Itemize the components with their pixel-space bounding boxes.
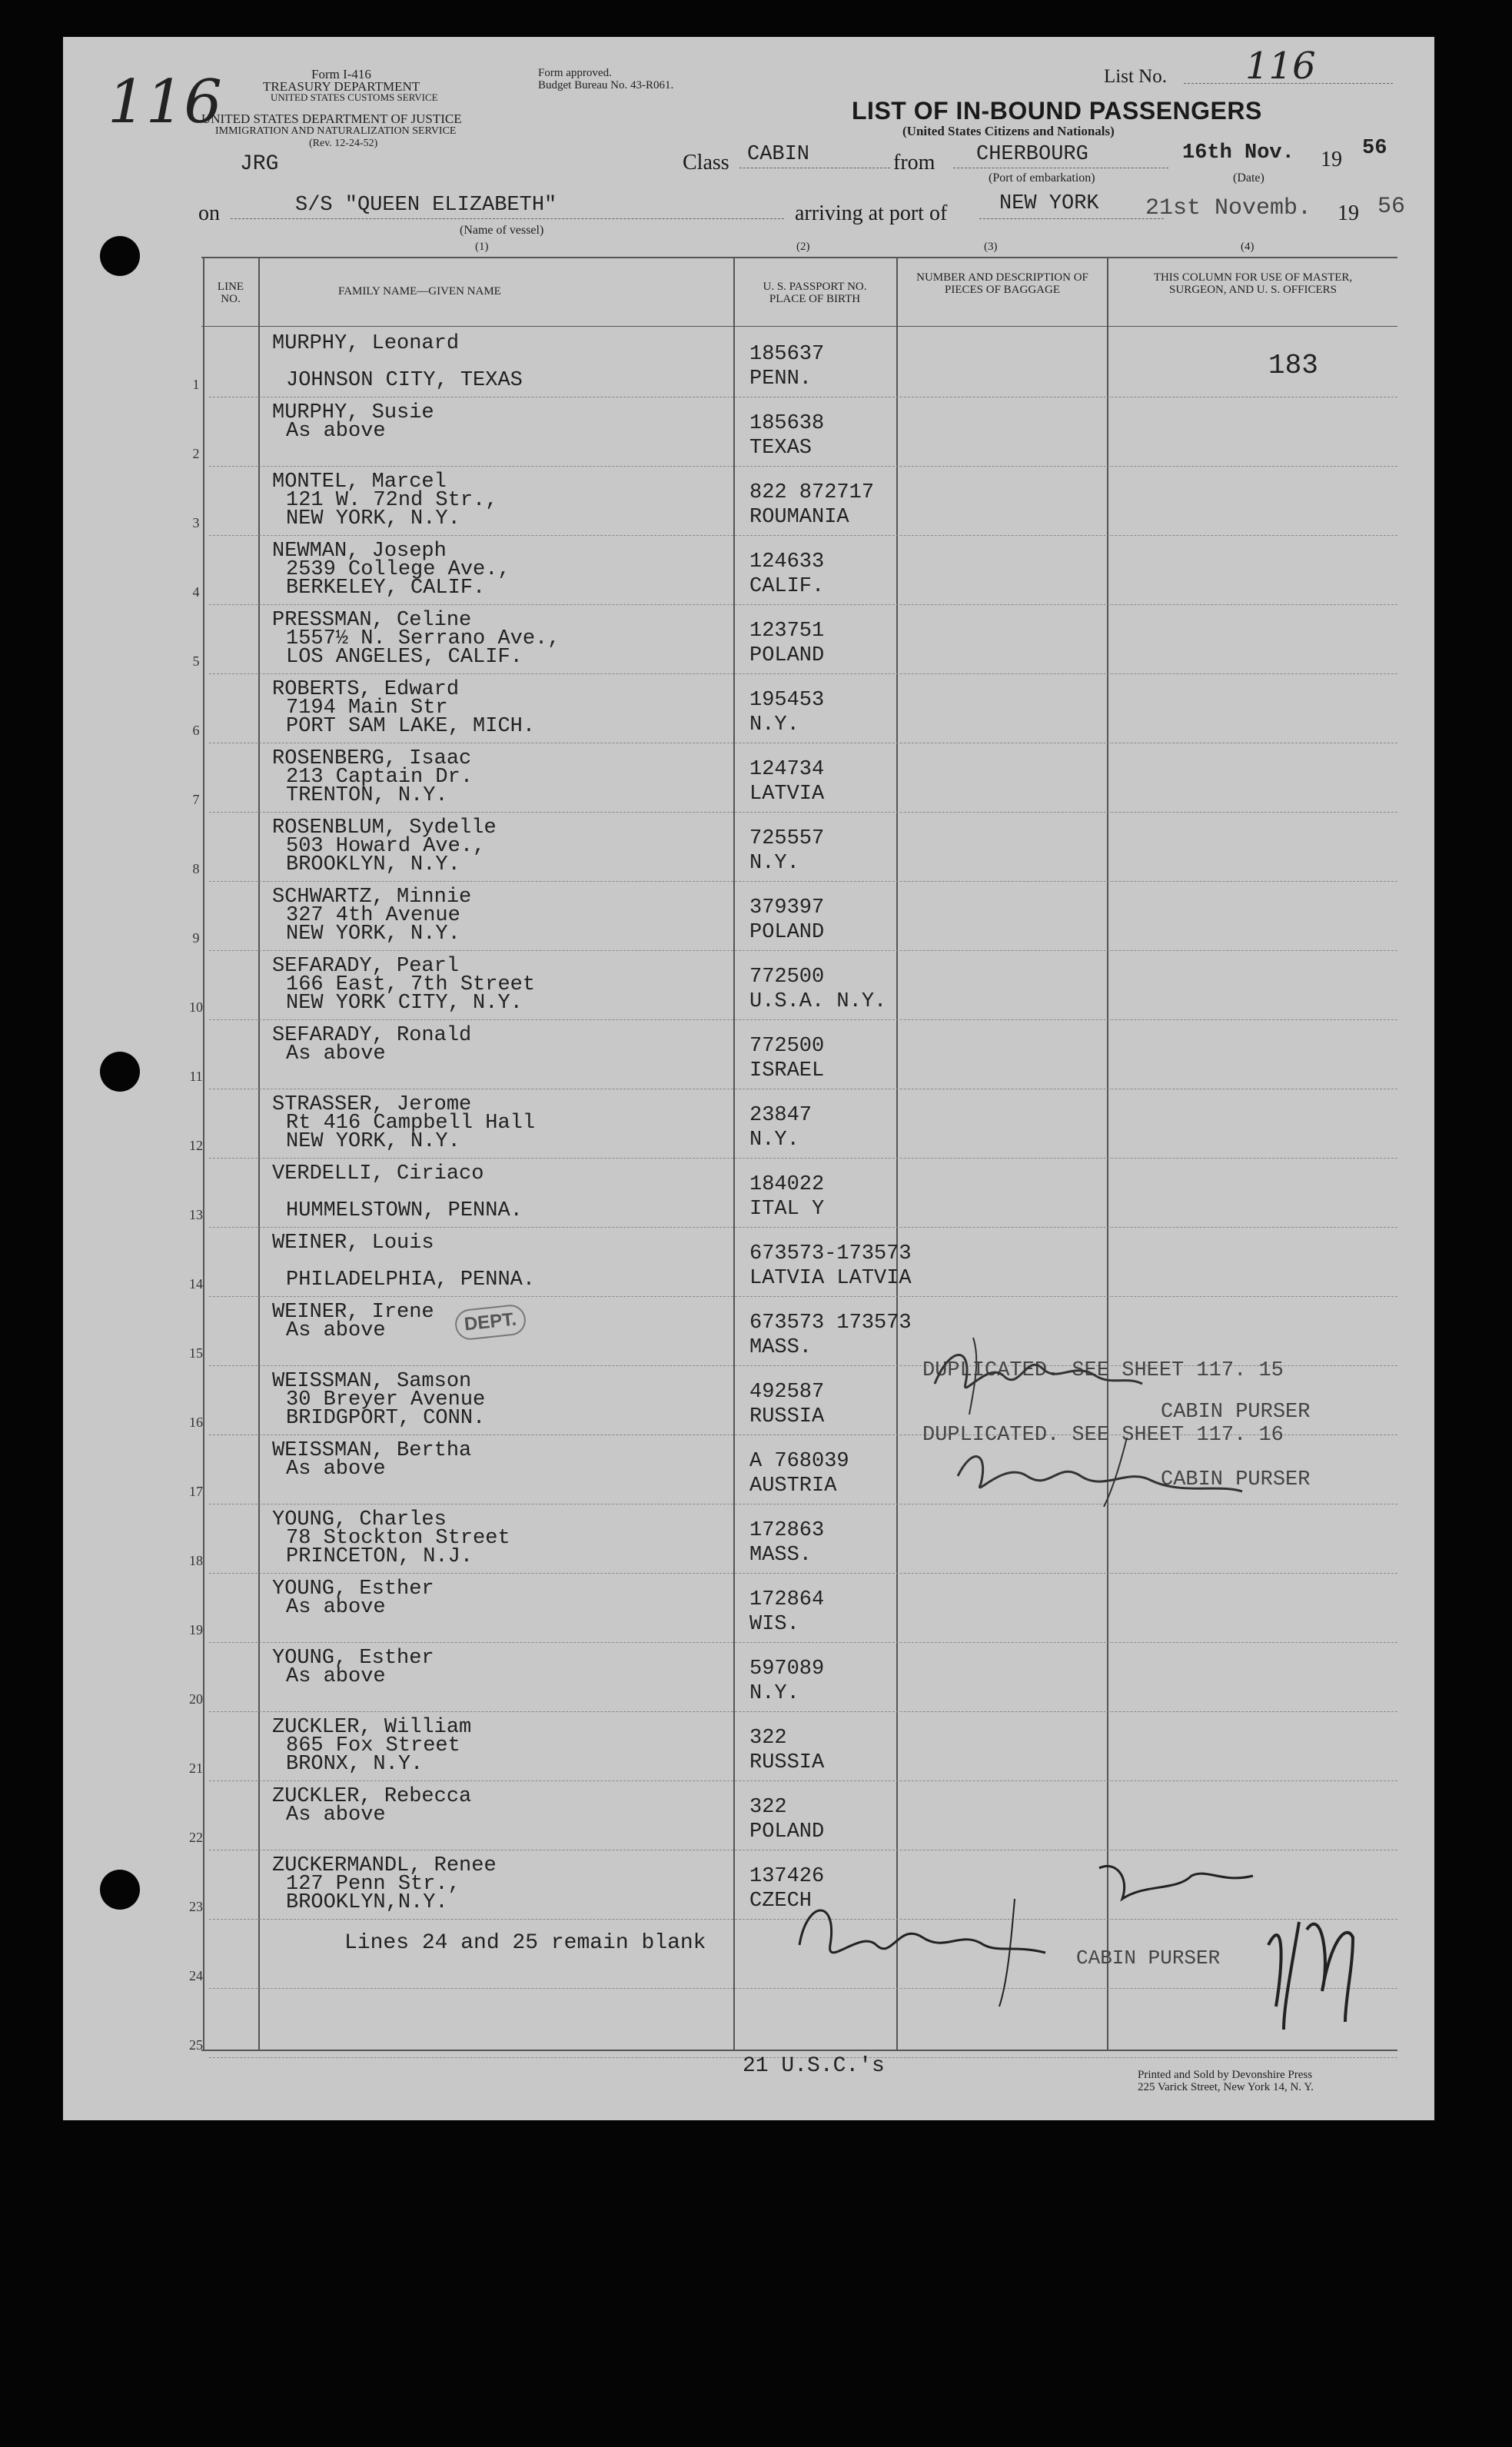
- passenger-name: ROSENBLUM, Sydelle: [272, 816, 497, 839]
- vessel-underline: [231, 218, 784, 220]
- passport-birthplace: [749, 1451, 849, 1501]
- line-number: 5: [192, 653, 200, 669]
- passenger-address-line: 7194 Main Str: [286, 697, 448, 720]
- table-row: [192, 604, 1397, 674]
- passenger-name-address: [272, 1162, 523, 1222]
- passenger-address-line: LOS ANGELES, CALIF.: [286, 646, 523, 669]
- passenger-name-address: [272, 747, 474, 807]
- passenger-name: VERDELLI, Ciriaco: [272, 1162, 484, 1185]
- table-row: [192, 673, 1397, 743]
- col-num-4: (4): [1241, 241, 1254, 253]
- header-line-no: LINE NO.: [217, 281, 244, 305]
- place-of-birth: LATVIA LATVIA: [749, 1267, 912, 1290]
- place-of-birth: CZECH: [749, 1890, 812, 1913]
- place-of-birth: U.S.A. N.Y.: [749, 990, 887, 1013]
- arrival-date: 21st Novemb.: [1145, 195, 1312, 221]
- date-caption: (Date): [1233, 171, 1264, 185]
- line-number: 24: [189, 1968, 203, 1983]
- passport-number: 597089: [749, 1657, 825, 1681]
- passport-birthplace: [749, 1659, 824, 1708]
- passenger-name: YOUNG, Esther: [272, 1578, 434, 1601]
- duplicated-note-1: DUPLICATED. SEE SHEET 117. 15: [922, 1359, 1284, 1382]
- passenger-name: YOUNG, Esther: [272, 1647, 434, 1670]
- passenger-name-address: [272, 332, 523, 392]
- passenger-name: ROSENBERG, Isaac: [272, 747, 472, 770]
- passenger-name: WEISSMAN, Bertha: [272, 1439, 472, 1462]
- passenger-address-line: PORT SAM LAKE, MICH.: [286, 715, 536, 738]
- passenger-name: ROBERTS, Edward: [272, 678, 460, 701]
- table-row: [189, 1711, 1397, 1781]
- passenger-address-line: [272, 2013, 286, 2031]
- passport-number: 124633: [749, 550, 825, 574]
- punch-hole-top: [100, 236, 140, 276]
- passenger-address-line: PHILADELPHIA, PENNA.: [286, 1268, 536, 1292]
- passport-birthplace: [749, 1382, 824, 1431]
- line-number: 15: [189, 1345, 203, 1361]
- passport-birthplace: [749, 1797, 824, 1847]
- passenger-address-line: As above: [286, 1596, 386, 1619]
- passenger-name-address: [272, 816, 497, 876]
- duplicated-note-1-sig: CABIN PURSER: [1161, 1401, 1311, 1424]
- passenger-address-line: JOHNSON CITY, TEXAS: [286, 369, 523, 392]
- passport-birthplace: [749, 344, 824, 394]
- header-baggage: NUMBER AND DESCRIPTION OF PIECES OF BAGGAGE: [916, 271, 1088, 296]
- passport-number: 673573-173573: [749, 1242, 912, 1265]
- table-row: [192, 881, 1397, 951]
- passenger-address-line: BRIDGPORT, CONN.: [286, 1407, 486, 1430]
- line-number: 2: [192, 446, 200, 461]
- passenger-address-line: PRINCETON, N.J.: [286, 1545, 474, 1568]
- line-number: 10: [189, 999, 203, 1015]
- passenger-name-address: [272, 678, 536, 738]
- passenger-name-address: [272, 1441, 471, 1496]
- class-label: Class: [683, 151, 729, 175]
- col-num-1: (1): [475, 241, 489, 253]
- passport-number: 322: [749, 1796, 787, 1819]
- line-number: 6: [192, 723, 200, 738]
- passport-number: 772500: [749, 1035, 825, 1058]
- passport-number: 322: [749, 1727, 787, 1750]
- punch-hole-middle: [100, 1052, 140, 1092]
- table-top-border: [201, 257, 1397, 258]
- line-number: 4: [192, 584, 200, 600]
- passport-number: 172864: [749, 1588, 825, 1611]
- line-number: 3: [192, 515, 200, 530]
- place-of-birth: N.Y.: [749, 1682, 799, 1705]
- passenger-name: SEFARADY, Pearl: [272, 955, 460, 978]
- table-row: [192, 812, 1397, 882]
- departure-date: 16th Nov.: [1182, 141, 1294, 165]
- form-approved: Form approved.: [538, 67, 612, 79]
- passport-birthplace: [749, 1105, 812, 1155]
- line-number: 17: [189, 1484, 203, 1499]
- passenger-name-address: [272, 1026, 471, 1081]
- header-bottom-border: [201, 326, 1397, 327]
- col-num-2: (2): [796, 241, 810, 253]
- passenger-address-line: [272, 2031, 286, 2050]
- passport-birthplace: [749, 760, 824, 809]
- place-of-birth: MASS.: [749, 1336, 812, 1359]
- passenger-name: MURPHY, Leonard: [272, 332, 460, 355]
- cabin-purser-label: CABIN PURSER: [1076, 1947, 1221, 1970]
- embark-caption: (Port of embarkation): [989, 171, 1095, 185]
- passenger-name-address: [272, 1232, 536, 1292]
- class-value: CABIN: [747, 143, 810, 166]
- passenger-address-line: Rt 416 Campbell Hall: [286, 1112, 536, 1135]
- duplicated-note-2: DUPLICATED. SEE SHEET 117. 16: [922, 1424, 1284, 1447]
- place-of-birth: LATVIA: [749, 783, 825, 806]
- printer-line-1: Printed and Sold by Devonshire Press: [1138, 2069, 1313, 2081]
- passenger-name: ZUCKERMANDL, Renee: [272, 1854, 497, 1877]
- line-number: 21: [189, 1760, 203, 1776]
- passport-number: 124734: [749, 758, 825, 781]
- place-of-birth: ROUMANIA: [749, 506, 849, 529]
- line-number: 16: [189, 1415, 203, 1430]
- passenger-name-address: [272, 540, 510, 600]
- passport-birthplace: [749, 621, 824, 670]
- place-of-birth: WIS.: [749, 1613, 799, 1636]
- arrival-port: NEW YORK: [999, 192, 1099, 215]
- passenger-address-line: NEW YORK CITY, N.Y.: [286, 992, 523, 1015]
- passenger-name-address: [272, 1925, 286, 1980]
- passport-birthplace: [749, 690, 824, 740]
- line-number: 9: [192, 930, 200, 946]
- passenger-address-line: 1557½ N. Serrano Ave.,: [286, 627, 560, 650]
- year-prefix-1: 19: [1321, 148, 1342, 171]
- passport-number: 23847: [749, 1104, 812, 1127]
- passenger-address-line: 327 4th Avenue: [286, 904, 460, 927]
- passenger-name-address: [272, 470, 498, 530]
- passenger-address-line: As above: [286, 1458, 386, 1481]
- passenger-name: PRESSMAN, Celine: [272, 609, 472, 632]
- header-passport: U. S. PASSPORT NO. PLACE OF BIRTH: [763, 281, 867, 305]
- passenger-address-line: As above: [286, 420, 386, 443]
- line-number: 20: [189, 1691, 203, 1707]
- passenger-address-line: BROOKLYN,N.Y.: [286, 1891, 448, 1914]
- place-of-birth: POLAND: [749, 1820, 825, 1844]
- passenger-name-address: [272, 955, 536, 1015]
- passport-birthplace: [749, 483, 874, 532]
- table-row: [189, 1089, 1397, 1159]
- form-budget: Budget Bureau No. 43-R061.: [538, 79, 674, 91]
- place-of-birth: N.Y.: [749, 713, 799, 736]
- line-number: 8: [192, 861, 200, 876]
- vessel-name: S/S "QUEEN ELIZABETH": [295, 194, 557, 217]
- passport-number: 185638: [749, 412, 825, 435]
- line-number: 13: [189, 1207, 203, 1222]
- passport-number: 184022: [749, 1173, 825, 1196]
- class-underline: [739, 168, 890, 169]
- footer-note: 21 U.S.C.'s: [743, 2054, 885, 2078]
- passenger-name: NEWMAN, Joseph: [272, 540, 447, 563]
- passport-number: A 768039: [749, 1450, 849, 1473]
- table-row: [192, 327, 1397, 397]
- passport-number: 195453: [749, 689, 825, 712]
- passenger-address-line: NEW YORK, N.Y.: [286, 1130, 460, 1153]
- passenger-name-address: [272, 609, 560, 669]
- passenger-name-address: [272, 1716, 472, 1776]
- form-dept: TREASURY DEPARTMENT: [263, 79, 420, 94]
- table-row: [189, 1780, 1397, 1850]
- line-number: 25: [189, 2037, 203, 2053]
- place-of-birth: POLAND: [749, 921, 825, 944]
- passenger-address-line: HUMMELSTOWN, PENNA.: [286, 1199, 523, 1222]
- passenger-name-address: [272, 1093, 536, 1153]
- place-of-birth: CALIF.: [749, 575, 825, 598]
- purser-signature: [792, 1853, 1391, 2045]
- passenger-name-address: [272, 1787, 471, 1842]
- passport-number: 492587: [749, 1381, 825, 1404]
- passport-number: 772500: [749, 966, 825, 989]
- form-customs: UNITED STATES CUSTOMS SERVICE: [271, 91, 438, 103]
- line-number: 1: [192, 377, 200, 392]
- place-of-birth: RUSSIA: [749, 1751, 825, 1774]
- passenger-name: WEISSMAN, Samson: [272, 1370, 472, 1393]
- from-value: CHERBOURG: [976, 143, 1088, 166]
- clerk-initials: JRG: [240, 152, 279, 176]
- place-of-birth: N.Y.: [749, 852, 799, 875]
- passenger-address-line: 127 Penn Str.,: [286, 1873, 460, 1896]
- line-number: 12: [189, 1138, 203, 1153]
- col-num-3: (3): [984, 241, 998, 253]
- passport-number: 137426: [749, 1865, 825, 1888]
- passenger-name: [272, 1994, 286, 2013]
- margin-note: 116: [108, 68, 222, 137]
- passenger-address-line: As above: [286, 1319, 386, 1342]
- passenger-address-line: BRONX, N.Y.: [286, 1753, 424, 1776]
- on-label: on: [198, 201, 220, 225]
- table-row: [189, 1573, 1397, 1643]
- passport-birthplace: [749, 1244, 912, 1293]
- form-subtitle: (United States Citizens and Nationals): [902, 124, 1115, 138]
- form-ins: IMMIGRATION AND NATURALIZATION SERVICE: [215, 125, 457, 137]
- blank-lines-note: Lines 24 and 25 remain blank: [344, 1931, 706, 1955]
- place-of-birth: AUSTRIA: [749, 1475, 837, 1498]
- passenger-name-address: [272, 1994, 286, 2050]
- passenger-name-address: [272, 1370, 486, 1430]
- passenger-name: MURPHY, Susie: [272, 401, 434, 424]
- place-of-birth: RUSSIA: [749, 1405, 825, 1428]
- passenger-address-line: 865 Fox Street: [286, 1734, 460, 1757]
- passenger-address-line: 503 Howard Ave.,: [286, 835, 486, 858]
- passenger-name: YOUNG, Charles: [272, 1508, 447, 1531]
- passenger-name-address: [272, 886, 472, 946]
- form-rev: (Rev. 12-24-52): [309, 138, 378, 149]
- passenger-name: STRASSER, Jerome: [272, 1093, 472, 1116]
- passenger-name-address: [272, 1854, 497, 1914]
- place-of-birth: TEXAS: [749, 437, 812, 460]
- table-row: [192, 397, 1397, 467]
- passenger-name: SEFARADY, Ronald: [272, 1024, 472, 1047]
- passenger-address-line: BROOKLYN, N.Y.: [286, 853, 460, 876]
- table-row: [189, 1019, 1397, 1089]
- passenger-address-line: As above: [286, 1042, 386, 1066]
- passport-number: 725557: [749, 827, 825, 850]
- passport-birthplace: [749, 898, 824, 947]
- passport-birthplace: [749, 829, 824, 878]
- passport-number: 123751: [749, 620, 825, 643]
- passport-birthplace: [749, 414, 824, 463]
- duplicated-signature-1: [927, 1330, 1158, 1422]
- passenger-address-line: 78 Stockton Street: [286, 1527, 510, 1550]
- passenger-address-line: [272, 1962, 286, 1980]
- passport-number: 379397: [749, 896, 825, 919]
- from-underline: [953, 168, 1168, 169]
- passenger-name-address: [272, 1579, 434, 1634]
- passenger-name: ZUCKLER, William: [272, 1716, 472, 1739]
- passport-number: 673573 173573: [749, 1312, 912, 1335]
- table-row: [189, 1158, 1397, 1228]
- passenger-name: SCHWARTZ, Minnie: [272, 886, 472, 909]
- place-of-birth: PENN.: [749, 367, 812, 391]
- passport-birthplace: [749, 1728, 824, 1777]
- line-number: 18: [189, 1553, 203, 1568]
- passenger-name: WEINER, Louis: [272, 1232, 434, 1255]
- passport-number: 822 872717: [749, 481, 875, 504]
- passenger-name: [272, 1925, 286, 1943]
- passport-birthplace: [749, 1036, 824, 1086]
- passenger-name: WEINER, Irene: [272, 1301, 434, 1324]
- header-officers: THIS COLUMN FOR USE OF MASTER, SURGEON, AND U. S. OFFICERS: [1153, 271, 1353, 296]
- passenger-address-line: 121 W. 72nd Str.,: [286, 489, 498, 512]
- passenger-address-line: TRENTON, N.Y.: [286, 784, 448, 807]
- passport-birthplace: [749, 1590, 824, 1639]
- table-row: [192, 535, 1397, 605]
- passport-birthplace: [749, 552, 824, 601]
- port-underline: [979, 218, 1164, 220]
- from-label: from: [893, 151, 935, 175]
- passenger-address-line: 166 East, 7th Street: [286, 973, 536, 996]
- vessel-caption: (Name of vessel): [460, 224, 544, 237]
- form-justice: UNITED STATES DEPARTMENT OF JUSTICE: [201, 111, 462, 126]
- passenger-address-line: As above: [286, 1804, 386, 1827]
- passenger-name: ZUCKLER, Rebecca: [272, 1785, 472, 1808]
- table-row: [189, 1296, 1397, 1366]
- place-of-birth: MASS.: [749, 1544, 812, 1567]
- passport-number: 172863: [749, 1519, 825, 1542]
- arriving-label: arriving at port of: [795, 201, 948, 225]
- table-row: [189, 950, 1397, 1020]
- duplicated-note-2-sig: CABIN PURSER: [1161, 1468, 1311, 1491]
- place-of-birth: N.Y.: [749, 1129, 799, 1152]
- passenger-address-line: NEW YORK, N.Y.: [286, 507, 460, 530]
- passenger-address-line: 30 Breyer Avenue: [286, 1388, 486, 1411]
- passport-birthplace: [749, 967, 886, 1016]
- passport-birthplace: [749, 1175, 824, 1224]
- table-row: [189, 1642, 1397, 1712]
- table-row: [192, 743, 1397, 813]
- passport-birthplace: [749, 1313, 912, 1362]
- duplicated-signature-2: [927, 1430, 1250, 1514]
- list-no-value: 116: [1245, 45, 1316, 88]
- printer-line-2: 225 Varick Street, New York 14, N. Y.: [1138, 2081, 1314, 2093]
- passenger-address-line: 213 Captain Dr.: [286, 766, 474, 789]
- table-row: [192, 466, 1397, 536]
- officer-number: 183: [1268, 350, 1318, 381]
- line-number: 7: [192, 792, 200, 807]
- passenger-name: MONTEL, Marcel: [272, 470, 447, 494]
- passenger-name-address: [272, 403, 434, 458]
- line-number: 19: [189, 1622, 203, 1637]
- passenger-name-address: [272, 1302, 434, 1358]
- table-row: [189, 1227, 1397, 1297]
- punch-hole-bottom: [100, 1870, 140, 1910]
- header-name: FAMILY NAME—GIVEN NAME: [338, 285, 501, 298]
- year-2: 56: [1377, 194, 1406, 220]
- year-prefix-2: 19: [1338, 201, 1359, 225]
- passenger-address-line: NEW YORK, N.Y.: [286, 923, 460, 946]
- year-1: 56: [1362, 137, 1387, 160]
- line-number: 14: [189, 1276, 203, 1292]
- passport-birthplace: [749, 1521, 824, 1570]
- list-no-label: List No.: [1104, 66, 1167, 87]
- place-of-birth: ISRAEL: [749, 1059, 825, 1082]
- passenger-address-line: [272, 1943, 286, 1962]
- passenger-name-address: [272, 1508, 510, 1568]
- dept-stamp: DEPT.: [454, 1303, 527, 1341]
- line-number: 11: [189, 1069, 203, 1084]
- line-number: 22: [189, 1830, 203, 1845]
- form-title: LIST OF IN-BOUND PASSENGERS: [852, 97, 1262, 125]
- passenger-address-line: 2539 College Ave.,: [286, 558, 510, 581]
- passenger-address-line: BERKELEY, CALIF.: [286, 577, 486, 600]
- passenger-name-address: [272, 1648, 434, 1704]
- place-of-birth: ITAL Y: [749, 1198, 825, 1221]
- passenger-address-line: As above: [286, 1665, 386, 1688]
- line-number: 23: [189, 1899, 203, 1914]
- passport-number: 185637: [749, 343, 825, 366]
- form-number: Form I-416: [311, 67, 371, 81]
- place-of-birth: POLAND: [749, 644, 825, 667]
